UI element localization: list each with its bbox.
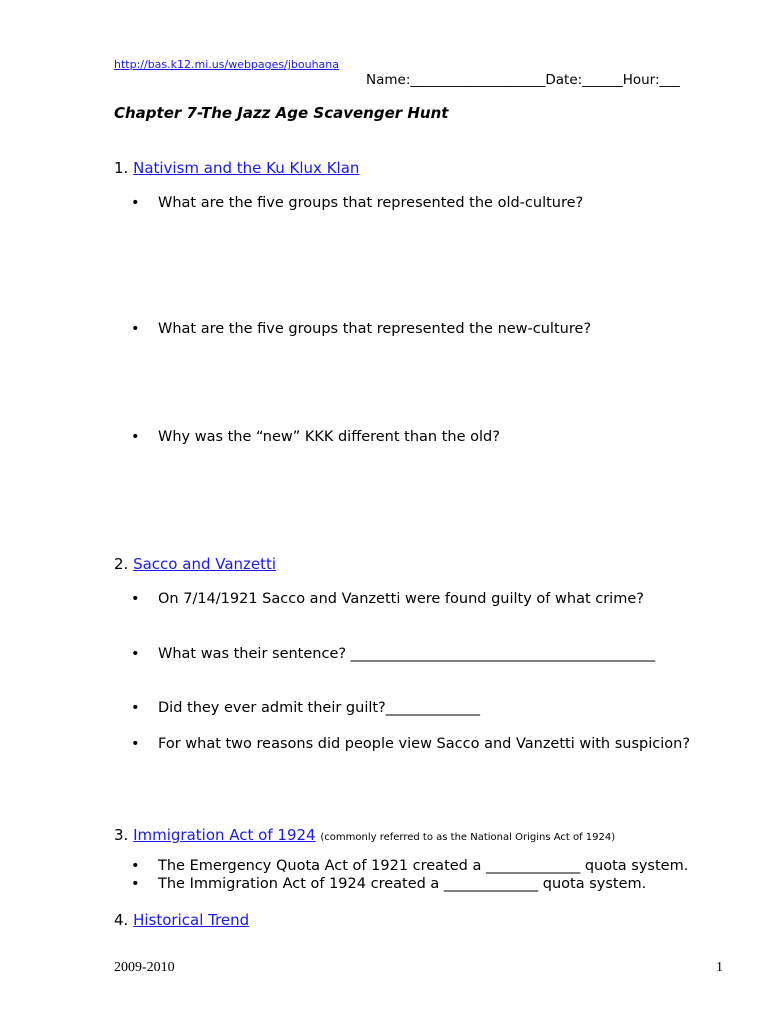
question-2-4: For what two reasons did people view Sacco and Vanzetti with suspicion?: [158, 736, 691, 752]
question-3-2: The Immigration Act of 1924 created a _____________ quota system.: [158, 876, 647, 892]
question-2-2: What was their sentence? __________________________________________: [158, 646, 656, 662]
section-2-link[interactable]: Sacco and Vanzetti: [133, 555, 277, 573]
question-2-3: Did they ever admit their guilt?_____________: [158, 700, 481, 716]
bullet: •: [131, 195, 140, 211]
question-1-2: What are the five groups that represented the new-culture?: [158, 321, 592, 337]
section-number: 2.: [114, 555, 129, 573]
bullet: •: [131, 700, 140, 716]
footer-year: 2009-2010: [114, 960, 175, 975]
bullet: •: [131, 876, 140, 892]
name-date-hour-line: Name:____________________Date:______Hour:___: [366, 72, 680, 88]
page-number: 1: [716, 960, 723, 975]
question-1-3: Why was the “new” KKK different than the old?: [158, 429, 500, 445]
bullet: •: [131, 646, 140, 662]
bullet: •: [131, 858, 140, 874]
section-1-link[interactable]: Nativism and the Ku Klux Klan: [133, 159, 360, 177]
section-number: 1.: [114, 159, 129, 177]
section-number: 4.: [114, 911, 129, 929]
question-2-1: On 7/14/1921 Sacco and Vanzetti were found guilty of what crime?: [158, 591, 644, 607]
teacher-webpage-link[interactable]: http://bas.k12.mi.us/webpages/jbouhana: [114, 58, 340, 71]
bullet: •: [131, 429, 140, 445]
question-3-1: The Emergency Quota Act of 1921 created a _____________ quota system.: [158, 858, 689, 874]
bullet: •: [131, 321, 140, 337]
section-1-heading: [114, 159, 359, 177]
bullet: •: [131, 591, 140, 607]
section-4-heading: [114, 911, 249, 929]
section-2-heading: [114, 555, 276, 573]
page-title: Chapter 7-The Jazz Age Scavenger Hunt: [114, 104, 449, 122]
question-1-1: What are the five groups that represented the old-culture?: [158, 195, 584, 211]
section-4-link[interactable]: Historical Trend: [133, 911, 250, 929]
bullet: •: [131, 736, 140, 752]
section-3-heading: [114, 826, 615, 844]
section-number: 3.: [114, 826, 129, 844]
section-3-note: (commonly referred to as the National Origins Act of 1924): [320, 832, 616, 843]
section-3-link[interactable]: Immigration Act of 1924: [133, 826, 316, 844]
